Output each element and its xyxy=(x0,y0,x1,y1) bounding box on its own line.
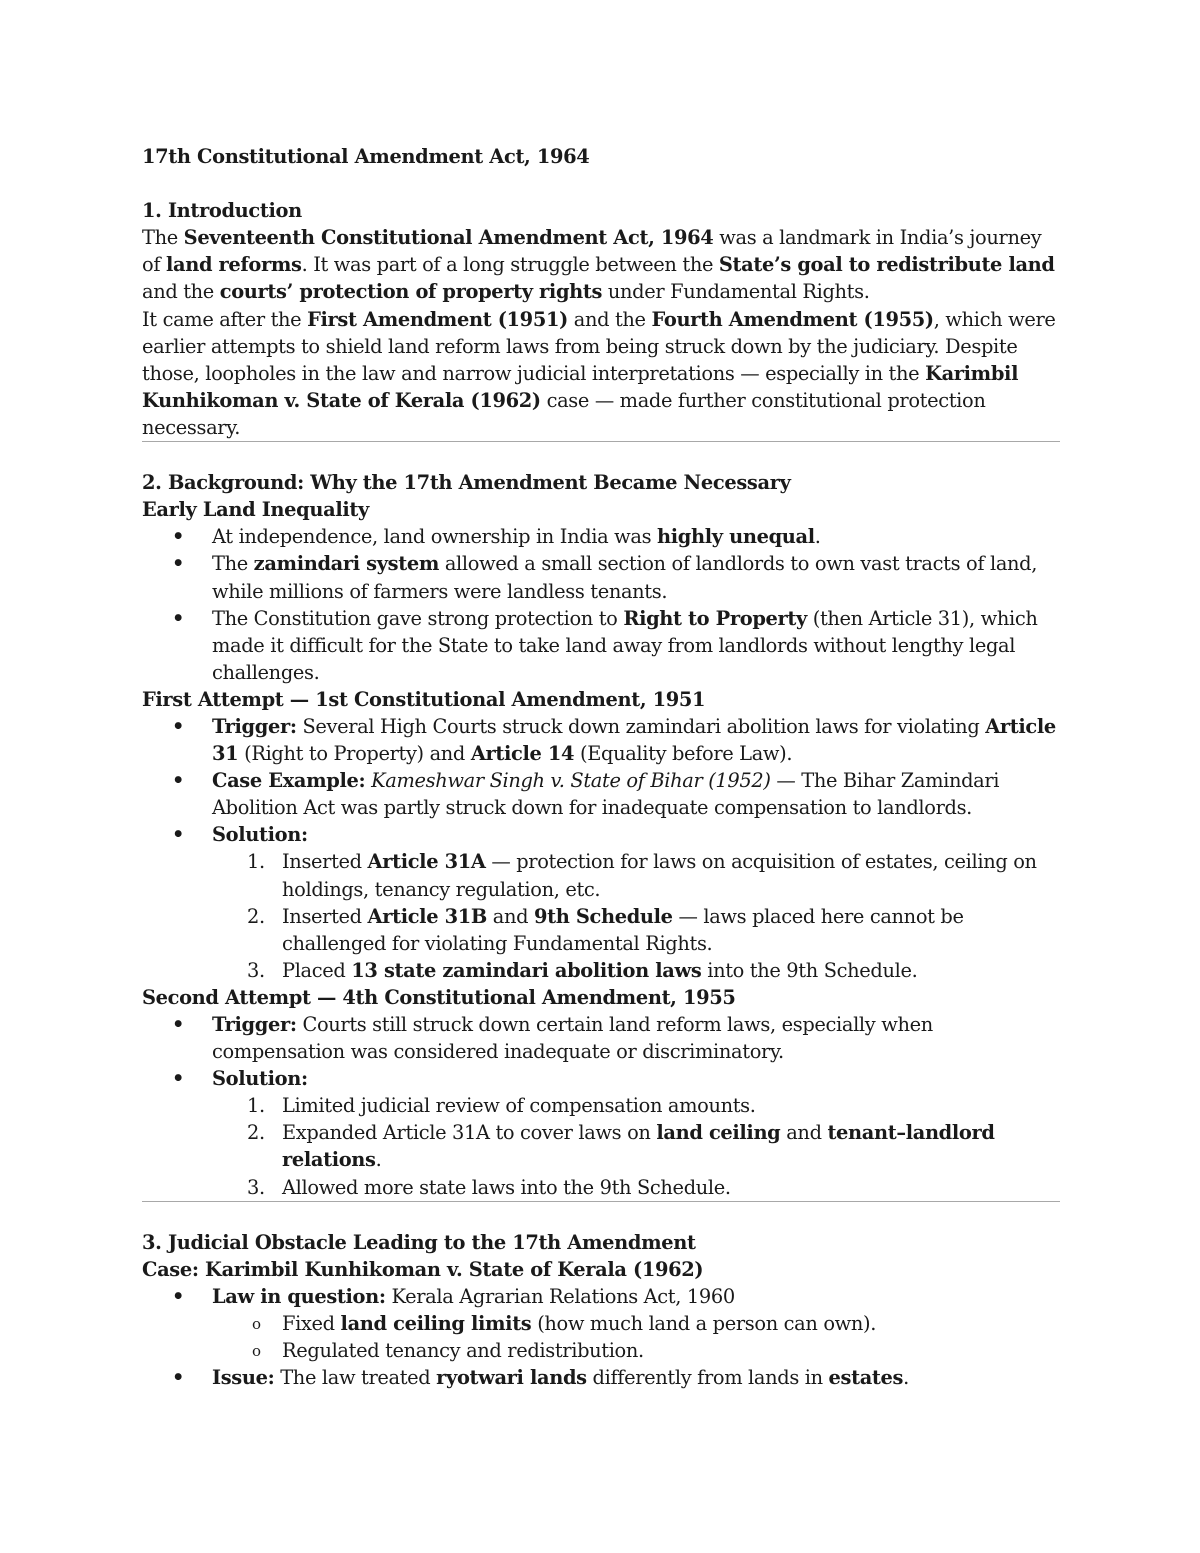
list-item: • Solution: 1. Limited judicial review of compensation amounts. 2. Expanded Article 31A to cover laws on land ceiling and tenant–landlord relations. 3. Allowed more state laws into the 9th Schedule. xyxy=(142,1065,1060,1200)
list-item: • Solution: 1. Inserted Article 31A — protection for laws on acquisition of estates, ceiling on holdings, tenancy regulation, etc. 2. Inserted Article 31B and 9th Schedule — laws placed here cannot be challenged for violating Fundamental Rights. 3. Placed 13 state zamindari abolition laws into the 9th Schedule. xyxy=(142,821,1060,984)
subheading-case: Case: Karimbil Kunhikoman v. State of Kerala (1962) xyxy=(142,1257,704,1281)
numbered-item: 2. Expanded Article 31A to cover laws on land ceiling and tenant–landlord relations. xyxy=(247,1121,995,1172)
bullet-list xyxy=(142,523,1060,686)
list-item: • The zamindari system allowed a small section of landlords to own vast tracts of land, while millions of farmers were landless tenants. xyxy=(142,550,1060,604)
subheading-first-attempt: First Attempt — 1st Constitutional Amendment, 1951 xyxy=(142,687,706,711)
section-heading-introduction: 1. Introduction xyxy=(142,199,302,223)
list-item: • Case Example: Kameshwar Singh v. State of Bihar (1952) — The Bihar Zamindari Abolition Act was partly struck down for inadequate compensation to landlords. xyxy=(142,767,1060,821)
document-body xyxy=(142,143,1060,1391)
subheading-second-attempt: Second Attempt — 4th Constitutional Amendment, 1955 xyxy=(142,985,736,1009)
bullet-list xyxy=(142,713,1060,984)
intro-paragraph-1: The Seventeenth Constitutional Amendment Act, 1964 was a landmark in India’s journey of land reforms. It was part of a long struggle between the State’s goal to redistribute land and the courts’ protection of property rights under Fundamental Rights. xyxy=(142,226,1055,304)
list-item: • Trigger: Several High Courts struck down zamindari abolition laws for violating Article 31 (Right to Property) and Article 14 (Equality before Law). xyxy=(142,713,1060,767)
document-title: 17th Constitutional Amendment Act, 1964 xyxy=(142,145,590,168)
sub-list-item: o Regulated tenancy and redistribution. xyxy=(142,1337,1060,1364)
bullet-list xyxy=(142,1283,1060,1391)
intro-paragraph-2: It came after the First Amendment (1951) and the Fourth Amendment (1955), which were earlier attempts to shield land reform laws from being struck down by the judiciary. Despite those, loopholes in the law and narrow judicial interpretations — especially in the Karimbil Kunhikoman v. State of Kerala (1962) case — made further constitutional protection necessary. xyxy=(142,307,1056,439)
numbered-item: 3. Placed 13 state zamindari abolition laws into the 9th Schedule. xyxy=(247,958,918,982)
list-item: • At independence, land ownership in India was highly unequal. xyxy=(142,523,1060,550)
section-heading-judicial-obstacle: 3. Judicial Obstacle Leading to the 17th Amendment xyxy=(142,1230,696,1254)
numbered-list xyxy=(142,1092,1060,1200)
numbered-list xyxy=(142,848,1060,983)
list-item: • Law in question: Kerala Agrarian Relations Act, 1960 o Fixed land ceiling limits (how much land a person can own). o Regulated tenancy and redistribution. xyxy=(142,1283,1060,1364)
section-heading-background: 2. Background: Why the 17th Amendment Became Necessary xyxy=(142,471,791,495)
list-item: • Issue: The law treated ryotwari lands differently from lands in estates. xyxy=(142,1364,1060,1391)
list-item: • Trigger: Courts still struck down certain land reform laws, especially when compensation was considered inadequate or discriminatory. xyxy=(142,1011,1060,1065)
bullet-list xyxy=(142,1011,1060,1201)
numbered-item: 2. Inserted Article 31B and 9th Schedule — laws placed here cannot be challenged for violating Fundamental Rights. xyxy=(247,904,964,955)
numbered-item: 1. Limited judicial review of compensation amounts. xyxy=(247,1094,756,1118)
numbered-item: 1. Inserted Article 31A — protection for laws on acquisition of estates, ceiling on holdings, tenancy regulation, etc. xyxy=(247,850,1037,901)
sub-list-item: o Fixed land ceiling limits (how much land a person can own). xyxy=(142,1310,1060,1337)
subheading-early-land-inequality: Early Land Inequality xyxy=(142,498,369,522)
sub-bullet-list xyxy=(142,1310,1060,1364)
list-item: • The Constitution gave strong protection to Right to Property (then Article 31), which made it difficult for the State to take land away from landlords without lengthy legal challenges. xyxy=(142,605,1060,686)
numbered-item: 3. Allowed more state laws into the 9th Schedule. xyxy=(247,1175,731,1199)
